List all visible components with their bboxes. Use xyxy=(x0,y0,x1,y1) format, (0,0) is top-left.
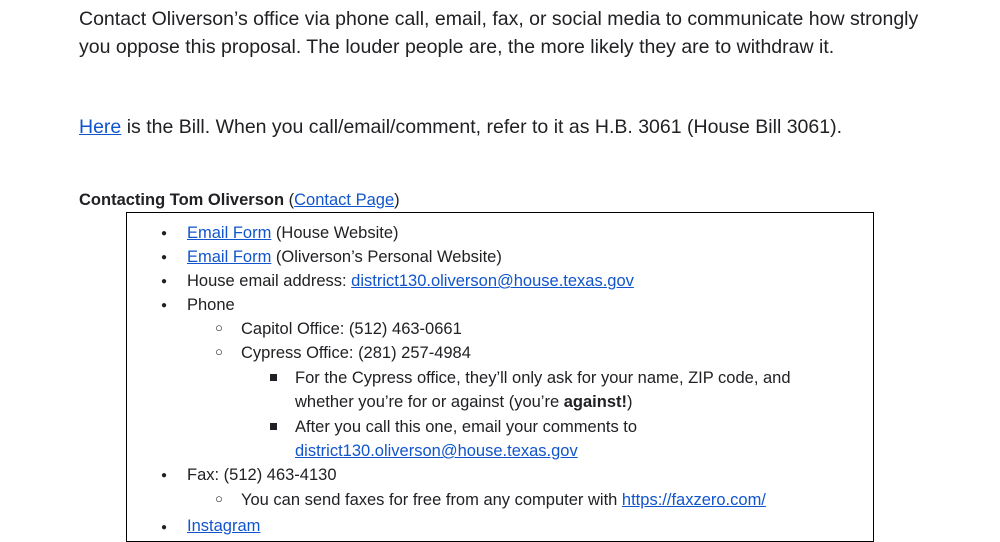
circle-bullet-icon: ○ xyxy=(215,491,223,506)
email-note-line-2 xyxy=(295,439,578,463)
email-form-house-suffix: (House Website) xyxy=(271,224,399,242)
list-item-email-form-house xyxy=(187,221,399,245)
bill-link[interactable]: Here xyxy=(79,116,122,138)
circle-bullet-icon: ○ xyxy=(215,344,223,359)
bullet-icon: ● xyxy=(161,300,168,311)
cypress-note-line-1: For the Cypress office, they’ll only ask for your name, ZIP code, and xyxy=(295,369,791,387)
contact-page-link[interactable]: Contact Page xyxy=(294,191,395,209)
email-note-line-1: After you call this one, email your comments to xyxy=(295,418,638,436)
bullet-icon: ● xyxy=(161,470,168,481)
cypress-note-line-2 xyxy=(295,390,632,414)
bill-paragraph-text: is the Bill. When you call/email/comment, refer to it as H.B. 3061 (House Bill 3061). xyxy=(121,116,843,138)
contact-heading xyxy=(79,188,400,212)
list-item-fax: Fax: (512) 463-4130 xyxy=(187,466,337,484)
email-form-house-link[interactable]: Email Form xyxy=(187,224,272,242)
square-bullet-icon xyxy=(270,423,277,430)
faxzero-link[interactable]: https://faxzero.com/ xyxy=(621,491,766,509)
list-item-email-form-personal xyxy=(187,245,502,269)
cypress-note-prefix: whether you’re for or against (you’re xyxy=(295,393,564,411)
contact-box xyxy=(126,212,874,542)
contact-heading-close-paren: ) xyxy=(394,191,400,209)
phone-capitol-office: Capitol Office: (512) 463-0661 xyxy=(241,320,462,338)
instagram-link[interactable]: Instagram xyxy=(187,517,261,535)
email-form-personal-link[interactable]: Email Form xyxy=(187,248,272,266)
bill-paragraph xyxy=(79,113,939,141)
contact-heading-title: Contacting Tom Oliverson xyxy=(79,191,285,209)
house-email-label: House email address: xyxy=(187,272,352,290)
phone-cypress-office: Cypress Office: (281) 257-4984 xyxy=(241,344,471,362)
house-email-link[interactable]: district130.oliverson@house.texas.gov xyxy=(351,272,634,290)
bullet-icon: ● xyxy=(161,276,168,287)
contact-heading-open-paren: ( xyxy=(284,191,295,209)
cypress-note-bold: against! xyxy=(563,393,627,411)
square-bullet-icon xyxy=(270,374,277,381)
bullet-icon: ● xyxy=(161,522,168,533)
bullet-icon: ● xyxy=(161,252,168,263)
fax-note xyxy=(241,488,766,512)
cypress-note-suffix: ) xyxy=(626,393,633,411)
intro-paragraph: Contact Oliverson’s office via phone call, email, fax, or social media to communicate how strongly you oppose this proposal. The louder people are, the more likely they are to withdraw it. xyxy=(79,8,919,58)
email-form-personal-suffix: (Oliverson’s Personal Website) xyxy=(271,248,502,266)
bullet-icon: ● xyxy=(161,228,168,239)
fax-note-text: You can send faxes for free from any computer with xyxy=(241,491,622,509)
list-item-phone: Phone xyxy=(187,296,235,314)
circle-bullet-icon: ○ xyxy=(215,320,223,335)
list-item-instagram xyxy=(187,514,260,538)
email-note-link[interactable]: district130.oliverson@house.texas.gov xyxy=(295,442,578,460)
list-item-house-email xyxy=(187,269,634,293)
